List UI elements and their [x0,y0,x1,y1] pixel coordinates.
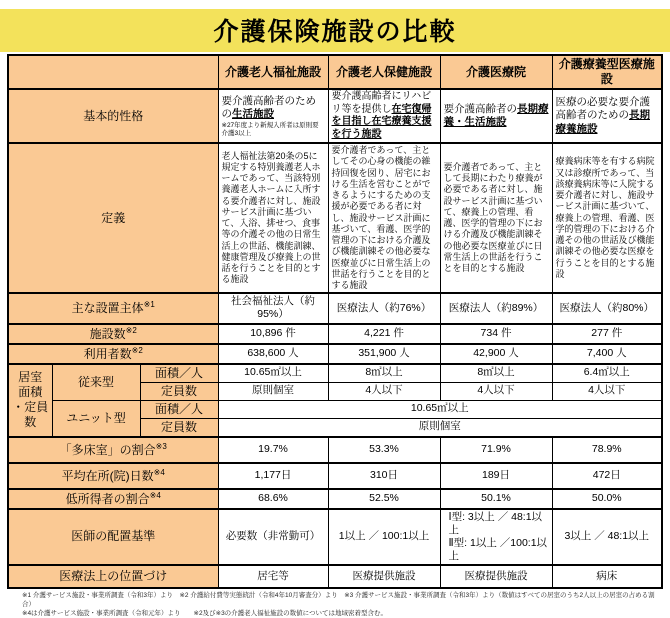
legal-cell-2: 医療提供施設 [328,565,440,588]
multibed-footnote-ref: ※3 [155,441,167,451]
stay-cell-4: 472日 [552,463,662,489]
facility-count-cell-1: 10,896 件 [218,324,328,344]
column-header-iryoin: 介護医療院 [440,55,552,89]
definition-cell-1: 老人福祉法第20条の5に規定する特別養護老人ホームであって、当該特別養護老人ホームに入所する要介護者に対し、施設サービス計画に基づいて、入浴、排せつ、食事等の介護その他の日常生活上の世話、機能訓練、健康管理及び療養上の世話を行うことを目的とする施設 [218,143,328,293]
row-label-facility-count [8,324,218,344]
row-lowincome-ratio [8,489,662,509]
row-room-unit-area [8,400,662,418]
stay-footnote-ref: ※4 [153,467,165,477]
column-header-fukushi: 介護老人福祉施設 [218,55,328,89]
facility-count-cell-2: 4,221 件 [328,324,440,344]
row-label-definition: 定義 [8,143,218,293]
multibed-cell-1: 19.7% [218,437,328,463]
doctor-cell-2: 1以上 ／ 100:1以上 [328,509,440,566]
row-label-unit-area: 面積／人 [140,400,218,418]
multibed-cell-2: 53.3% [328,437,440,463]
row-multibed-ratio [8,437,662,463]
lowincome-cell-4: 50.0% [552,489,662,509]
row-label-basic-character: 基本的性格 [8,89,218,143]
column-header-ryoyogata: 介護療養型医療施設 [552,55,662,89]
row-label-lowincome-ratio [8,489,218,509]
basic-c2-pre: 要介護高齢者にリハビリ等を提供し [331,91,432,115]
basic-c3-pre: 要介護高齢者の [443,102,517,115]
lowincome-cell-1: 68.6% [218,489,328,509]
conv-cap-cell-4: 4人以下 [552,382,662,400]
stay-cell-1: 1,177日 [218,463,328,489]
lowincome-footnote-ref: ※4 [149,490,161,500]
row-basic-character [8,89,662,143]
facility-count-footnote-ref: ※2 [125,325,137,335]
row-label-conv-capacity: 定員数 [140,382,218,400]
doctor-cell-3-line2: Ⅱ型: 1以上 ／100:1以上 [448,536,548,562]
definition-cell-2: 要介護者であって、主としてその心身の機能の維持回復を図り、居宅における生活を営むことができるようにするための支援が必要である者に対し、施設サービス計画に基づいて、看護、医学的管理の下における介護及び機能訓練その他必要な医療並びに日常生活上の世話を行うことを目的とする施設 [328,143,440,293]
basic-cell-4 [552,89,662,143]
facility-count-label-text: 施設数 [89,326,126,341]
unit-cap-cell: 原則個室 [218,418,662,437]
definition-cell-3: 要介護者であって、主として長期にわたり療養が必要である者に対し、施設サービス計画に基づいて、療養上の管理、看護、医学的管理の下における介護及び機能訓練その他必要な医療並びに日常生活上の世話を行うことを目的とする施設 [440,143,552,293]
doctor-cell-3 [440,509,552,566]
basic-c1-em: 生活施設 [232,108,274,121]
column-header-hoken: 介護老人保健施設 [328,55,440,89]
row-label-multibed-ratio [8,437,218,463]
header-row [8,55,662,89]
row-label-legal-status: 医療法上の位置づけ [8,565,218,588]
user-count-cell-2: 351,900 人 [328,344,440,364]
footnote-line-2: ※4は介護サービス施設・事業所調査（令和元年）より ※2及び※3の介護老人福祉施設の数値については地域密着型含む。 [22,609,388,617]
basic-cell-3 [440,89,552,143]
basic-c1-pre: 要介護高齢者のための [221,94,316,121]
basic-cell-2 [328,89,440,143]
legal-cell-4: 病床 [552,565,662,588]
multibed-label-text: 「多床室」の割合 [59,442,156,457]
row-label-user-count [8,344,218,364]
conv-area-cell-4: 6.4㎡以上 [552,364,662,383]
operator-cell-4: 医療法人（約80%） [552,293,662,323]
room-label-line1: 居室 [18,370,43,384]
row-label-conventional-type: 従来型 [52,364,140,401]
legal-cell-1: 居宅等 [218,565,328,588]
row-label-operator [8,293,218,323]
operator-footnote-ref: ※1 [143,300,155,310]
unit-area-cell: 10.65㎡以上 [218,400,662,418]
conv-cap-cell-1: 原則個室 [218,382,328,400]
basic-c1-note: ※27年度より新規入所者は原則要介護3以上 [221,122,319,137]
facility-count-cell-4: 277 件 [552,324,662,344]
row-label-average-stay [8,463,218,489]
row-label-room-size [8,364,52,437]
operator-cell-1: 社会福祉法人（約95%） [218,293,328,323]
user-count-cell-4: 7,400 人 [552,344,662,364]
conv-area-cell-1: 10.65㎡以上 [218,364,328,383]
row-definition [8,143,662,293]
basic-c4-pre: 医療の必要な要介護高齢者のための [555,96,650,122]
user-count-cell-1: 638,600 人 [218,344,328,364]
multibed-cell-3: 71.9% [440,437,552,463]
room-label-line3: ・定員数 [12,400,49,429]
operator-cell-2: 医療法人（約76%） [328,293,440,323]
facility-count-cell-3: 734 件 [440,324,552,344]
operator-label-text: 主な設置主体 [71,301,144,316]
stay-label-text: 平均在所(院)日数 [61,468,154,483]
conv-cap-cell-3: 4人以下 [440,382,552,400]
conv-area-cell-2: 8㎡以上 [328,364,440,383]
basic-c2-em1: 在宅復帰を目指し [331,103,432,127]
user-count-cell-3: 42,900 人 [440,344,552,364]
row-operator [8,293,662,323]
row-label-unit-capacity: 定員数 [140,418,218,437]
row-label-unit-type: ユニット型 [52,400,140,437]
row-facility-count [8,324,662,344]
definition-cell-4: 療養病床等を有する病院又は診療所であって、当該療養病床等に入院する要介護者に対し、施設サービス計画に基づいて、療養上の管理、看護、医学的管理の下における介護その他の世話及び機能訓練その他必要な医療を行うことを目的とする施設 [552,143,662,293]
basic-c4-em: 長期療養施設 [555,109,650,135]
multibed-cell-4: 78.9% [552,437,662,463]
row-room-conventional-area [8,364,662,383]
basic-c3-em: 長期療養・生活施設 [443,102,549,128]
doctor-cell-4: 3以上 ／ 48:1以上 [552,509,662,566]
footnote-line-1: ※1 介護サービス施設・事業所調査（令和3年）より ※2 介護給付費等実態統計（令和4年10月審査分）より ※3 介護サービス施設・事業所調査（令和3年）より（数値はすべての居室のうち2人以上の居室の占める割合） [22,592,655,608]
doctor-cell-3-line1: Ⅰ型: 3以上 ／ 48:1以上 [448,510,543,536]
row-user-count [8,344,662,364]
operator-cell-3: 医療法人（約89%） [440,293,552,323]
basic-c2-em2: 在宅療養支援を行う施設 [331,116,432,140]
basic-cell-1 [218,89,328,143]
footnotes [22,592,656,618]
user-count-label-text: 利用者数 [83,346,132,361]
doctor-cell-1: 必要数（非常勤可） [218,509,328,566]
room-label-line2: 面積 [18,385,43,399]
row-doctor-staffing [8,509,662,566]
header-empty-cell [8,55,218,89]
legal-cell-3: 医療提供施設 [440,565,552,588]
row-label-conv-area: 面積／人 [140,364,218,383]
stay-cell-3: 189日 [440,463,552,489]
lowincome-label-text: 低所得者の割合 [65,491,150,506]
conv-area-cell-3: 8㎡以上 [440,364,552,383]
conv-cap-cell-2: 4人以下 [328,382,440,400]
stay-cell-2: 310日 [328,463,440,489]
row-average-stay [8,463,662,489]
slide-page [0,9,670,617]
page-title: 介護保険施設の比較 [0,9,670,52]
row-legal-status [8,565,662,588]
row-label-doctor-staffing: 医師の配置基準 [8,509,218,566]
facility-comparison-table [7,54,663,589]
lowincome-cell-2: 52.5% [328,489,440,509]
lowincome-cell-3: 50.1% [440,489,552,509]
user-count-footnote-ref: ※2 [131,345,143,355]
